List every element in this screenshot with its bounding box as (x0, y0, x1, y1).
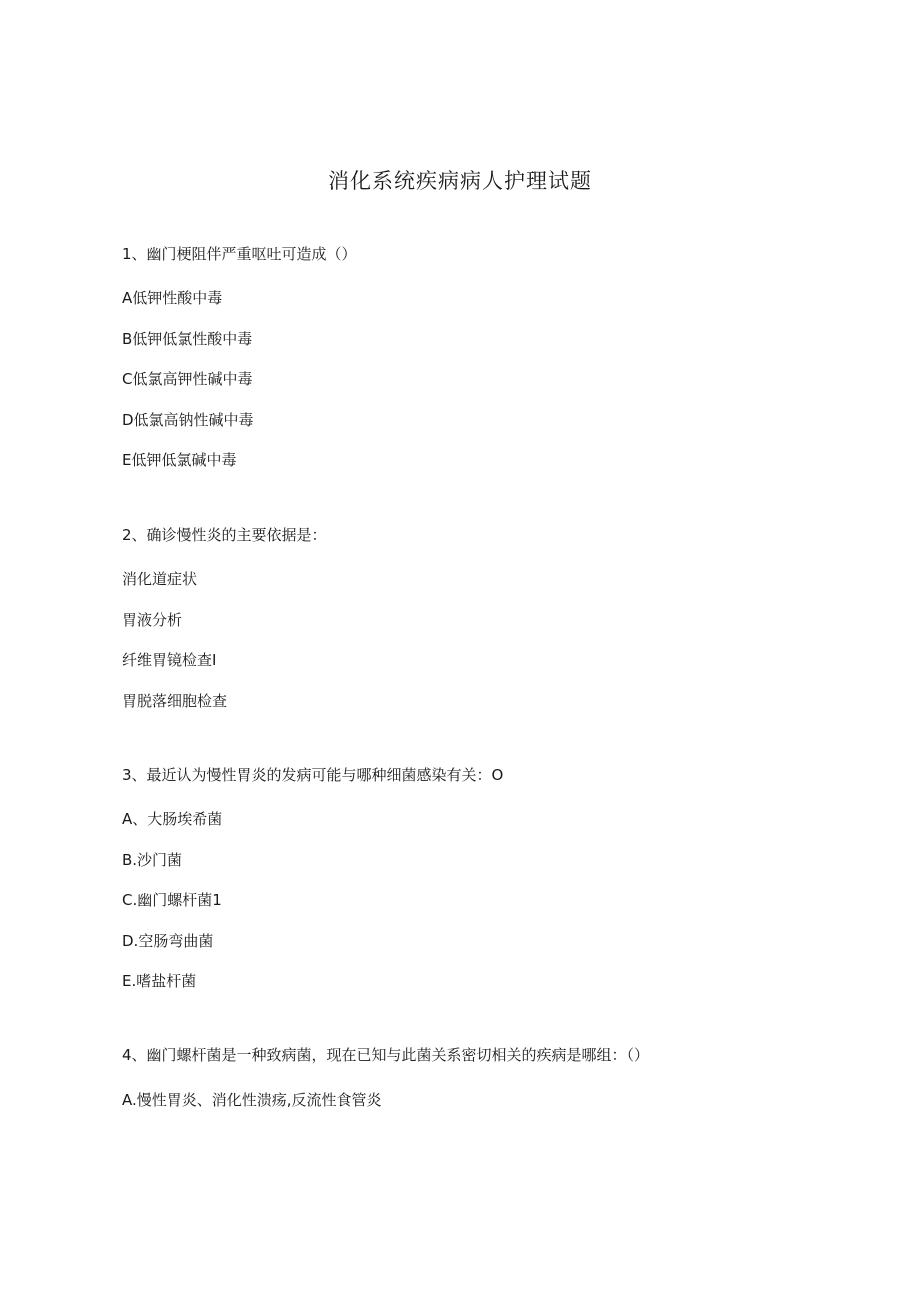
question-3-option-c: C.幽门螺杆菌1 (122, 891, 222, 909)
question-2-option-1: 消化道症状 (122, 570, 198, 588)
question-1-option-a: A低钾性酸中毒 (122, 289, 223, 307)
question-1-option-b: B低钾低氯性酸中毒 (122, 330, 253, 348)
question-2-option-2: 胃液分析 (122, 611, 183, 629)
question-2-option-4: 胃脱落细胞检查 (122, 692, 228, 710)
question-1-option-d: D低氯高钠性碱中毒 (122, 411, 254, 429)
page-title: 消化系统疾病病人护理试题 (328, 169, 592, 193)
question-1-option-e: E低钾低氯碱中毒 (122, 451, 237, 469)
question-3-option-a: A、大肠埃希菌 (122, 810, 223, 828)
question-2-stem: 2、确诊慢性炎的主要依据是： (122, 526, 327, 544)
question-4-option-a: A.慢性胃炎、消化性溃疡,反流性食管炎 (122, 1091, 382, 1109)
question-3-option-e: E.嗜盐杆菌 (122, 972, 197, 990)
question-3-option-b: B.沙门菌 (122, 851, 183, 869)
question-2-option-3: 纤维胃镜检查I (122, 651, 217, 669)
question-1-stem: 1、幽门梗阻伴严重呕吐可造成（） (122, 245, 357, 263)
question-3-stem: 3、最近认为慢性胃炎的发病可能与哪种细菌感染有关：O (122, 766, 504, 784)
question-3-option-d: D.空肠弯曲菌 (122, 932, 214, 950)
question-1-option-c: C低氯高钾性碱中毒 (122, 370, 253, 388)
question-4-stem: 4、幽门螺杆菌是一种致病菌，现在已知与此菌关系密切相关的疾病是哪组：（） (122, 1046, 650, 1064)
